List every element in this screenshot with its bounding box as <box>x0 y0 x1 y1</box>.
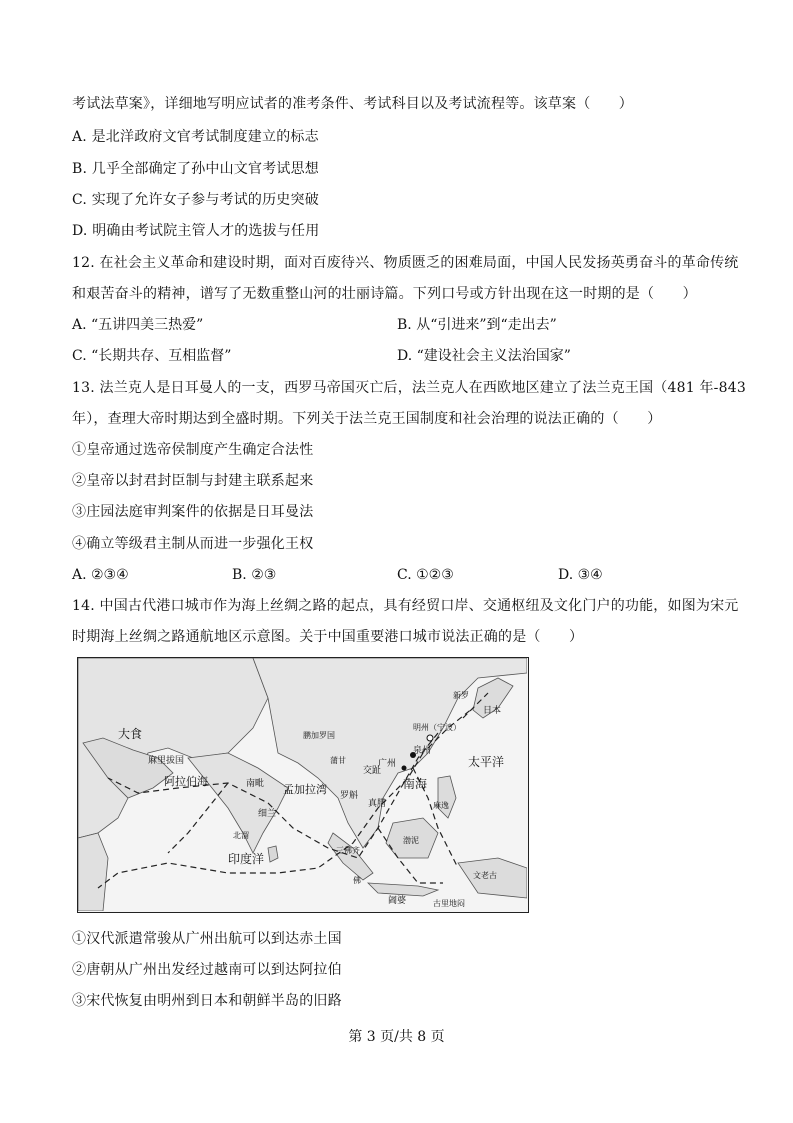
label-malibaguo: 麻里拔国 <box>148 756 185 766</box>
label-arabian-sea: 阿拉伯海 <box>164 775 208 788</box>
q11-option-d[interactable]: D. 明确由考试院主管人才的选拔与任用 <box>72 223 320 239</box>
q13-option-a[interactable]: A. ②③④ <box>72 567 129 583</box>
q14-stem-line1: 14. 中国古代港口城市作为海上丝绸之路的起点，具有经贸口岸、交通枢纽及文化门户的功能，如图为宋元 <box>72 598 739 614</box>
q13-item-3: ③庄园法庭审判案件的依据是日耳曼法 <box>72 504 314 520</box>
q11-option-b[interactable]: B. 几乎全部确定了孙中山文官考试思想 <box>72 161 319 177</box>
page-number-footer: 第 3 页/共 8 页 <box>348 1029 445 1045</box>
label-luohu: 罗斛 <box>340 791 359 801</box>
land-africa <box>78 833 108 911</box>
label-shepo: 阇婆 <box>388 896 407 906</box>
q13-item-2: ②皇帝以封君封臣制与封建主联系起来 <box>72 473 314 489</box>
q13-item-4: ④确立等级君主制从而进一步强化王权 <box>72 536 314 552</box>
label-south-china-sea: 南海 <box>403 777 428 791</box>
label-wenlaogu: 文老古 <box>473 871 497 880</box>
q14-item-1: ①汉代派遣常骏从广州出航可以到达赤土国 <box>72 931 342 947</box>
label-mingzhou: 明州（宁波） <box>413 723 461 732</box>
label-nanpi: 南毗 <box>246 779 265 789</box>
q13-stem-line1: 13. 法兰克人是日耳曼人的一支，西罗马帝国灭亡后，法兰克人在西欧地区建立了法兰克王国（481 年-843 <box>72 380 746 396</box>
q11-stem: 考试法草案》，详细地写明应试者的准考条件、考试科目以及考试流程等。该草案（ ） <box>72 96 633 112</box>
q13-item-1: ①皇帝通过选帝侯制度产生确定合法性 <box>72 442 314 458</box>
label-indian-ocean: 印度洋 <box>228 852 265 866</box>
label-gulidimen: 古里地闷 <box>433 899 465 908</box>
q12-option-b[interactable]: B. 从“引进来”到“走出去” <box>397 317 557 333</box>
q12-stem-line1: 12. 在社会主义革命和建设时期，面对百废待兴、物质匮乏的困难局面，中国人民发扬英勇奋斗的革命传统 <box>72 255 739 271</box>
q12-option-c[interactable]: C. “长期共存、互相监督” <box>72 348 232 364</box>
q12-option-a[interactable]: A. “五讲四美三热爱” <box>72 317 204 333</box>
label-quanzhou: 泉州 <box>413 746 432 756</box>
q13-option-c[interactable]: C. ①②③ <box>397 567 454 583</box>
label-boni: 渤泥 <box>403 836 419 845</box>
q13-option-d[interactable]: D. ③④ <box>558 567 603 583</box>
label-riben: 日本 <box>483 706 502 716</box>
q11-option-a[interactable]: A. 是北洋政府文官考试制度建立的标志 <box>72 129 319 145</box>
label-pacific: 太平洋 <box>468 755 505 769</box>
label-mayi: 麻逸 <box>433 801 449 810</box>
land-sri-lanka <box>268 846 278 862</box>
q11-option-c[interactable]: C. 实现了允许女子参与考试的历史突破 <box>72 192 319 208</box>
q13-stem-line2: 年），查理大帝时期达到全盛时期。下列关于法兰克王国制度和社会治理的说法正确的（ ） <box>72 411 662 427</box>
q14-item-2: ②唐朝从广州出发经过越南可以到达阿拉伯 <box>72 962 342 978</box>
label-zhenla: 真腊 <box>368 799 387 809</box>
label-jiaozhi: 交趾 <box>363 766 382 776</box>
label-xilan: 细兰 <box>258 809 277 819</box>
q12-stem-line2: 和艰苦奋斗的精神，谱写了无数重整山河的壮丽诗篇。下列口号或方针出现在这一时期的是（ ） <box>72 286 697 302</box>
label-pengjialuoguo: 鹏加罗国 <box>303 731 335 740</box>
q14-item-3: ③宋代恢复由明州到日本和朝鲜半岛的旧路 <box>72 993 342 1009</box>
label-fo: 佛 <box>353 876 361 885</box>
label-xinluo: 新罗 <box>453 691 469 700</box>
land-philippines <box>438 776 456 818</box>
label-sanfoqi: 三佛齐 <box>336 846 360 855</box>
label-bay-of-bengal: 孟加拉湾 <box>283 783 327 796</box>
q13-option-b[interactable]: B. ②③ <box>232 567 277 583</box>
q14-stem-line2: 时期海上丝绸之路通航地区示意图。关于中国重要港口城市说法正确的是（ ） <box>72 629 584 645</box>
label-dashi-1: 大食 <box>118 727 143 741</box>
label-pugan: 蒲甘 <box>330 756 346 765</box>
q12-option-d[interactable]: D. “建设社会主义法治国家” <box>397 348 571 364</box>
label-beiliu: 北溜 <box>233 831 249 840</box>
land-java <box>368 883 438 896</box>
maritime-silk-road-map <box>77 657 529 913</box>
label-guangzhou: 广州 <box>378 759 397 769</box>
